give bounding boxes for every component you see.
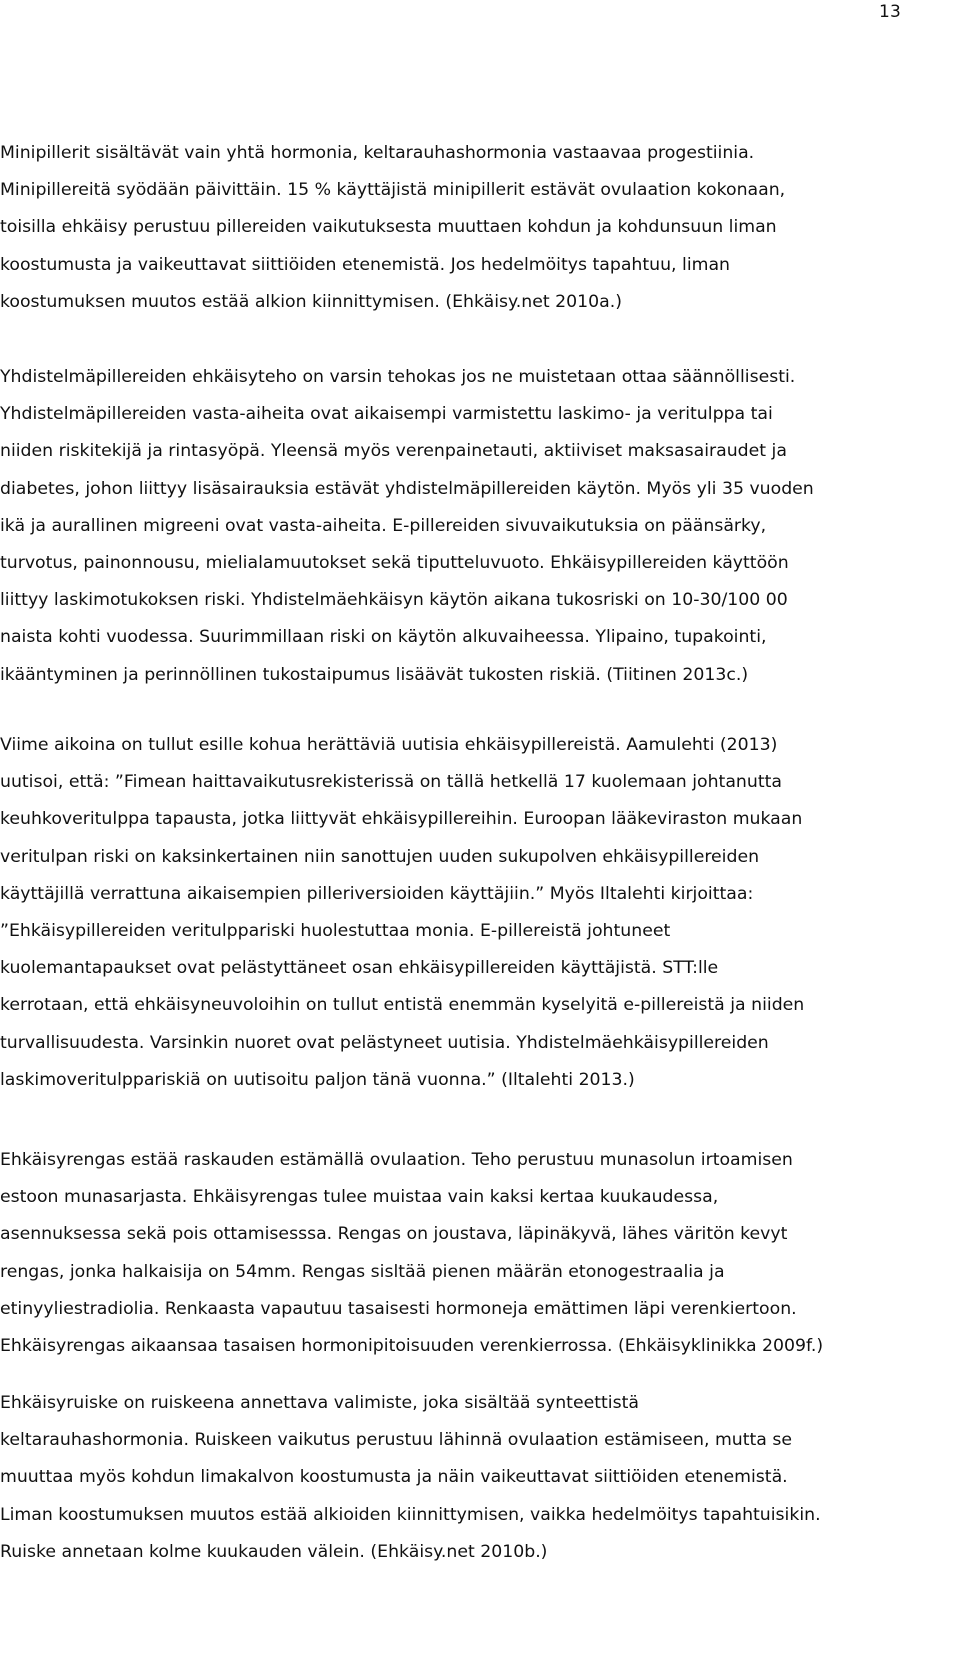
paragraph-minipills — [0, 135, 958, 321]
text-line: käyttäjillä verrattuna aikaisempien pilleriversioiden käyttäjiin.” Myös Iltalehti kirjoittaa: — [0, 883, 754, 904]
text-line: muuttaa myös kohdun limakalvon koostumusta ja näin vaikeuttavat siittiöiden etenemistä. — [0, 1467, 788, 1488]
text-line: Ruiske annetaan kolme kuukauden välein. (Ehkäisy.net 2010b.) — [0, 1541, 548, 1562]
paragraph-news — [0, 727, 958, 1099]
text-line: niiden riskitekijä ja rintasyöpä. Yleensä myös verenpainetauti, aktiiviset maksasairaudet ja — [0, 441, 787, 462]
text-line: uutisoi, että: ”Fimean haittavaikutusrekisterissä on tällä hetkellä 17 kuolemaan johtanutta — [0, 772, 782, 793]
text-line: estoon munasarjasta. Ehkäisyrengas tulee muistaa vain kaksi kertaa kuukaudessa, — [0, 1187, 719, 1208]
text-line: Ehkäisyrengas aikaansaa tasaisen hormonipitoisuuden verenkierrossa. (Ehkäisyklinikka 2009f.) — [0, 1336, 824, 1357]
paragraph-combination-pills — [0, 359, 958, 694]
text-line: naista kohti vuodessa. Suurimmillaan riski on käytön alkuvaiheessa. Ylipaino, tupakointi, — [0, 627, 767, 648]
text-line: rengas, jonka halkaisija on 54mm. Rengas sisltää pienen määrän etonogestraalia ja — [0, 1261, 725, 1282]
text-line: kerrotaan, että ehkäisyneuvoloihin on tullut entistä enemmän kyselyitä e-pillereistä ja niiden — [0, 995, 805, 1016]
text-line: keltarauhashormonia. Ruiskeen vaikutus perustuu lähinnä ovulaation estämiseen, mutta se — [0, 1430, 793, 1451]
text-line: Ehkäisyrengas estää raskauden estämällä ovulaation. Teho perustuu munasolun irtoamisen — [0, 1150, 793, 1170]
text-line: Minipillereitä syödään päivittäin. 15 % käyttäjistä minipillerit estävät ovulaation kokonaan, — [0, 180, 786, 201]
paragraph-injection — [0, 1385, 958, 1571]
text-line: diabetes, johon liittyy lisäsairauksia estävät yhdistelmäpillereiden käytön. Myös yli 35 vuoden — [0, 478, 814, 499]
page-number: 13 — [878, 2, 901, 22]
text-line: keuhkoveritulppa tapausta, jotka liittyvät ehkäisypillereihin. Euroopan lääkeviraston mukaan — [0, 809, 803, 830]
text-line: Yhdistelmäpillereiden ehkäisyteho on varsin tehokas jos ne muistetaan ottaa säännöllisesti. — [0, 367, 796, 387]
text-line: laskimoveritulppariskiä on uutisoitu paljon tänä vuonna.” (Iltalehti 2013.) — [0, 1069, 635, 1090]
text-line: ikä ja aurallinen migreeni ovat vasta-aiheita. E-pillereiden sivuvaikutuksia on päänsärky, — [0, 515, 767, 536]
text-line: asennuksessa sekä pois ottamisesssa. Rengas on joustava, läpinäkyvä, lähes väritön kevyt — [0, 1224, 788, 1245]
text-line: toisilla ehkäisy perustuu pillereiden vaikutuksesta muuttaen kohdun ja kohdunsuun liman — [0, 217, 777, 238]
paragraph-vaginal-ring — [0, 1142, 958, 1365]
text-line: Ehkäisyruiske on ruiskeena annettava valimiste, joka sisältää synteettistä — [0, 1393, 639, 1413]
text-line: ”Ehkäisypillereiden veritulppariski huolestuttaa monia. E-pillereistä johtuneet — [0, 921, 671, 942]
text-line: Viime aikoina on tullut esille kohua herättäviä uutisia ehkäisypillereistä. Aamulehti (2013) — [0, 735, 778, 755]
text-line: ikääntyminen ja perinnöllinen tukostaipumus lisäävät tukosten riskiä. (Tiitinen 2013c.) — [0, 664, 749, 685]
text-line: koostumuksen muutos estää alkion kiinnittymisen. (Ehkäisy.net 2010a.) — [0, 291, 622, 312]
text-line: etinyyliestradiolia. Renkaasta vapautuu tasaisesti hormoneja emättimen läpi verenkiertoon. — [0, 1298, 797, 1319]
text-line: Yhdistelmäpillereiden vasta-aiheita ovat aikaisempi varmistettu laskimo- ja veritulppa tai — [0, 404, 773, 425]
text-line: kuolemantapaukset ovat pelästyttäneet osan ehkäisypillereiden käyttäjistä. STT:lle — [0, 958, 719, 979]
text-line: Liman koostumuksen muutos estää alkioiden kiinnittymisen, vaikka hedelmöitys tapahtuisikin. — [0, 1504, 821, 1525]
text-line: Minipillerit sisältävät vain yhtä hormonia, keltarauhashormonia vastaavaa progestiinia. — [0, 143, 755, 163]
text-line: liittyy laskimotukoksen riski. Yhdistelmäehkäisyn käytön aikana tukosriski on 10-30/100 00 — [0, 590, 788, 611]
text-line: veritulpan riski on kaksinkertainen niin sanottujen uuden sukupolven ehkäisypillereiden — [0, 846, 760, 867]
text-line: koostumusta ja vaikeuttavat siittiöiden etenemistä. Jos hedelmöitys tapahtuu, liman — [0, 254, 731, 275]
text-line: turvallisuudesta. Varsinkin nuoret ovat pelästyneet uutisia. Yhdistelmäehkäisypillereiden — [0, 1032, 769, 1053]
text-line: turvotus, painonnousu, mielialamuutokset sekä tiputteluvuoto. Ehkäisypillereiden käyttöön — [0, 553, 789, 574]
